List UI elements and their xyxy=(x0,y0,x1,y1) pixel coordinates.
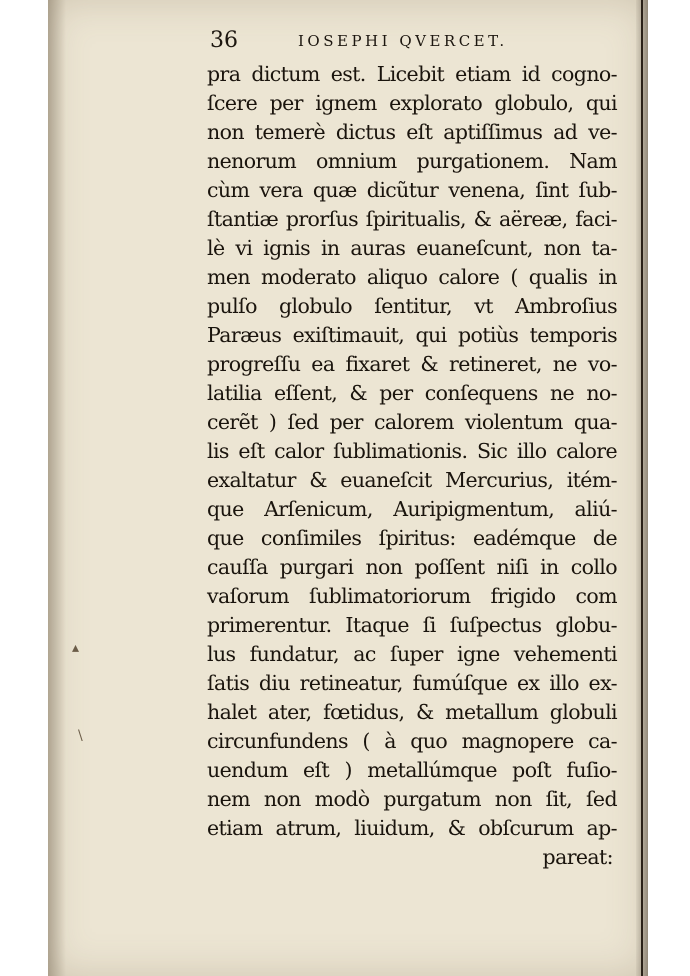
text-line: pulſo globulo ſentitur, vt Ambroſius xyxy=(207,294,617,318)
text-line: primerentur. Itaque ſi ſuſpectus globu- xyxy=(207,613,617,637)
text-line: halet ater, fœtidus, & metallum globuli xyxy=(207,700,617,724)
text-line: nenorum omnium purgationem. Nam xyxy=(207,149,617,173)
text-line: ſtantiæ prorſus ſpiritualis, & aëreæ, faci- xyxy=(207,207,617,231)
text-line: cerẽt ) ſed per calorem violentum qua- xyxy=(207,410,617,434)
text-line: vaſorum ſublimatoriorum frigido com xyxy=(207,584,617,608)
gutter-shadow xyxy=(48,0,66,976)
page-number: 36 xyxy=(210,28,238,53)
text-line: que Arſenicum, Auripigmentum, aliú- xyxy=(207,497,617,521)
margin-speck: \ xyxy=(78,728,83,744)
margin-speck: ▴ xyxy=(72,640,80,656)
text-line: non temerè dictus eſt aptiſſimus ad ve- xyxy=(207,120,617,144)
text-line-last: pareat: xyxy=(542,845,613,869)
text-line: nem non modò purgatum non ſit, ſed xyxy=(207,787,617,811)
text-line: pra dictum est. Licebit etiam id cogno- xyxy=(207,62,617,86)
text-line: lus fundatur, ac ſuper igne vehementi xyxy=(207,642,617,666)
text-line: que conſimiles ſpiritus: eadémque de xyxy=(207,526,617,550)
text-line: lis eſt calor ſublimationis. Sic illo calore xyxy=(207,439,617,463)
text-line: circunfundens ( à quo magnopere ca- xyxy=(207,729,617,753)
text-line: ſatis diu retineatur, fumúſque ex illo ex- xyxy=(207,671,617,695)
running-title: IOSEPHI QVERCET. xyxy=(298,32,508,50)
text-line: etiam atrum, liuidum, & obſcurum ap- xyxy=(207,816,617,840)
body-text xyxy=(207,60,617,872)
page-header xyxy=(210,28,615,58)
text-line: men moderato aliquo calore ( qualis in xyxy=(207,265,617,289)
text-line: Paræus exiſtimauit, qui potiùs temporis xyxy=(207,323,617,347)
text-line: ſcere per ignem explorato globulo, qui xyxy=(207,91,617,115)
text-line: uendum eſt ) metallúmque poſt fuſio- xyxy=(207,758,617,782)
text-line: latilia eſſent, & per conſequens ne no- xyxy=(207,381,617,405)
text-line: cùm vera quæ dicũtur venena, ſint ſub- xyxy=(207,178,617,202)
text-line: exaltatur & euaneſcit Mercurius, itém- xyxy=(207,468,617,492)
text-line: progreſſu ea fixaret & retineret, ne vo- xyxy=(207,352,617,376)
text-line: lè vi ignis in auras euaneſcunt, non ta- xyxy=(207,236,617,260)
text-line: cauſſa purgari non poſſent niſi in collo xyxy=(207,555,617,579)
page-edge-line xyxy=(641,0,643,976)
